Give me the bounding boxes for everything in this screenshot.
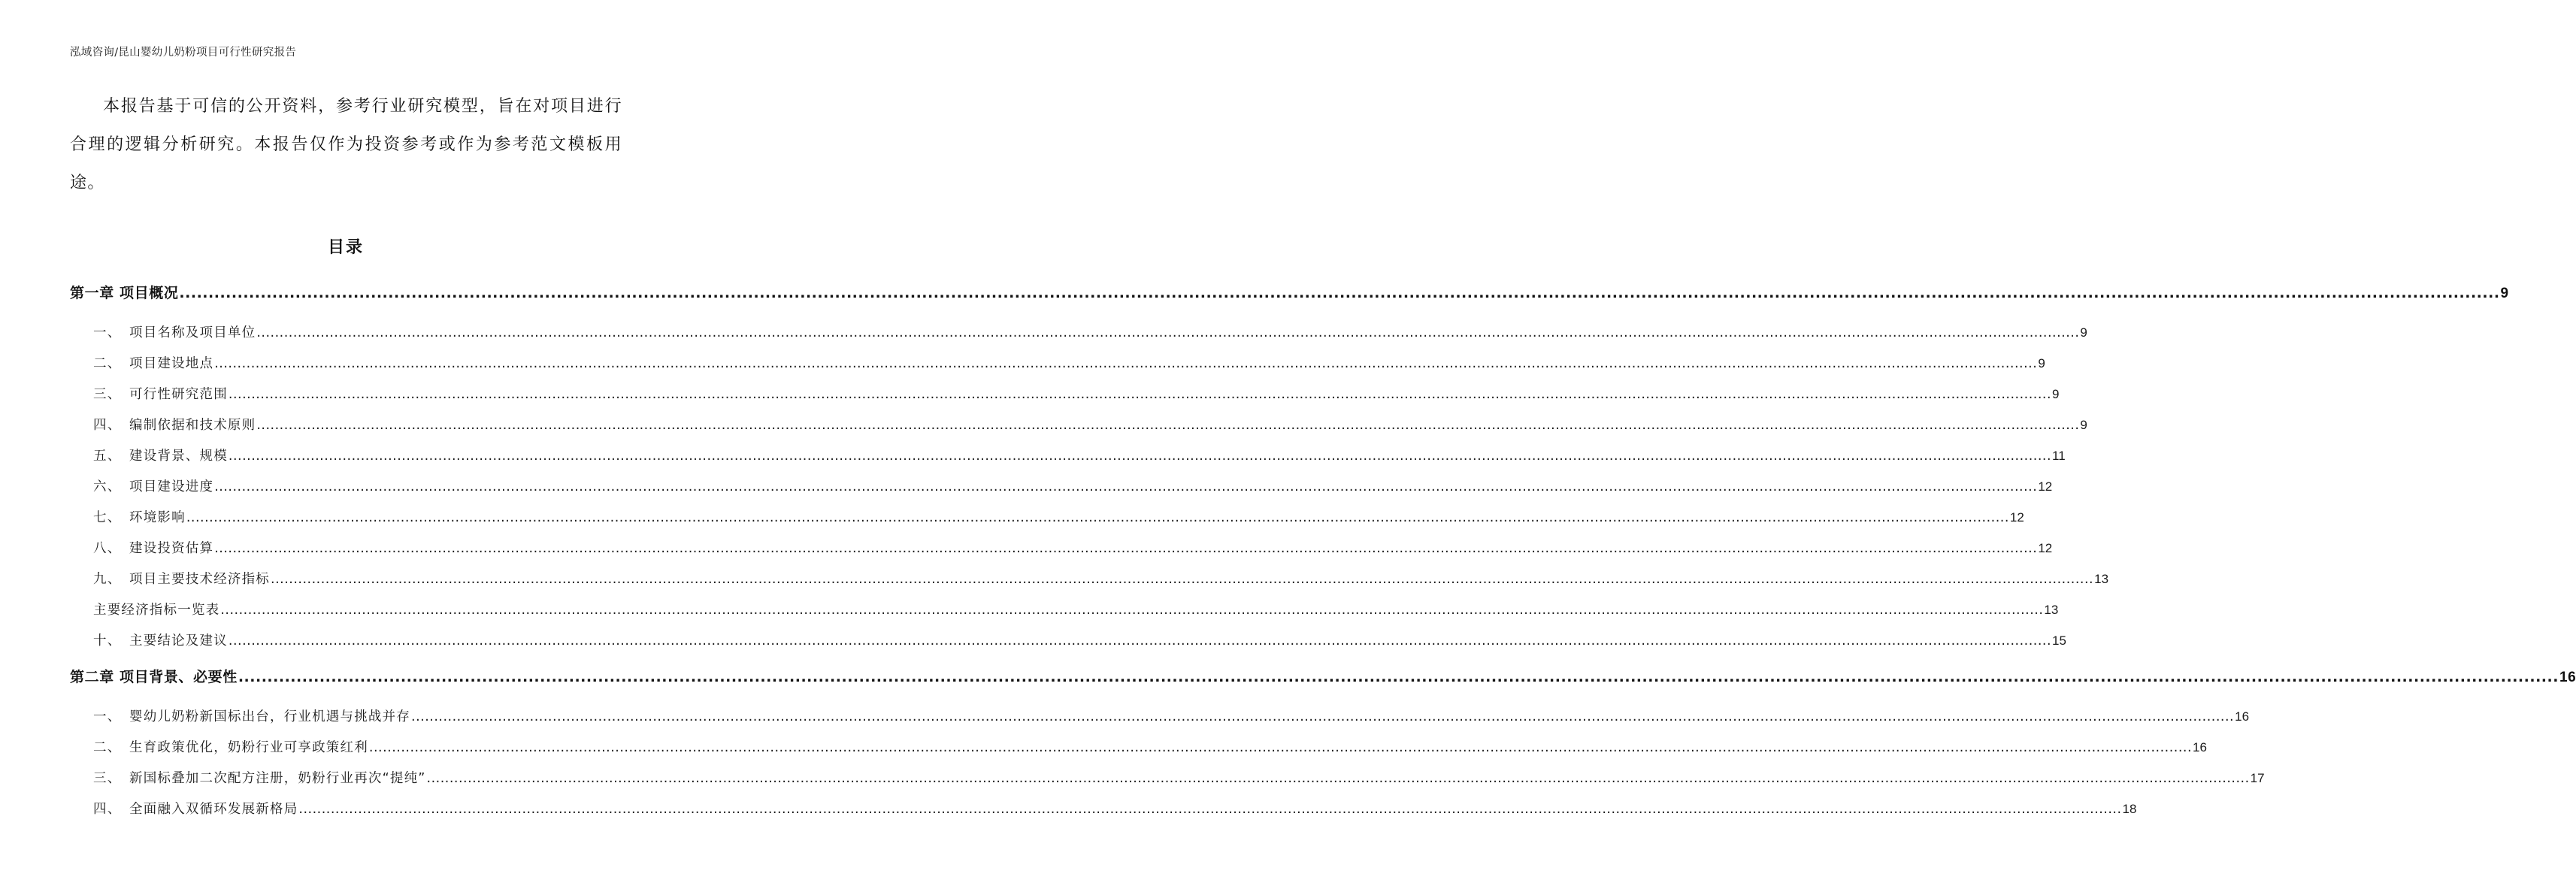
toc-page-number: 9 [2080, 418, 2087, 432]
toc-chapter-2[interactable] [70, 666, 2576, 686]
toc-page-number: 11 [2052, 449, 2066, 463]
leader-dots: ................................................................................................................................................................................................................................................................................................................................................................................................................ [238, 669, 2559, 685]
leader-dots: ................................................................................................................................................................................................................................................................................................................................................................................................................ [179, 285, 2500, 301]
toc-entry-number: 八、 [93, 541, 122, 556]
toc-entry-number: 二、 [93, 740, 122, 755]
leader-dots: ................................................................................................................................................................................................................................................................................................................................................................................................................ [228, 449, 2052, 464]
toc-page-number: 12 [2038, 541, 2053, 555]
toc-entry-title: 项目主要技术经济指标 [129, 572, 270, 587]
toc-page-number: 9 [2038, 356, 2045, 370]
toc-entry-title: 建设背景、规模 [129, 449, 228, 464]
toc-entry-number: 六、 [93, 479, 122, 494]
toc-entry[interactable] [93, 446, 2066, 464]
toc-entry-title: 婴幼儿奶粉新国标出台，行业机遇与挑战并存 [129, 709, 410, 724]
toc-page-number: 13 [2044, 603, 2059, 617]
leader-dots: ................................................................................................................................................................................................................................................................................................................................................................................................................ [228, 633, 2052, 649]
toc-entry-title: 建设投资估算 [129, 541, 214, 556]
toc-entry[interactable] [93, 384, 2060, 403]
toc-entry-number: 一、 [93, 325, 122, 340]
toc-entry-number: 三、 [93, 387, 122, 402]
toc-entry[interactable] [93, 799, 2137, 818]
toc-chapter-label: 第一章 项目概况 [70, 285, 179, 301]
toc-page-number: 16 [2193, 740, 2207, 754]
toc-entry-title: 全面融入双循环发展新格局 [129, 802, 298, 817]
toc-entry[interactable] [93, 353, 2045, 372]
toc-entry-title: 新国标叠加二次配方注册，奶粉行业再次“提纯” [129, 771, 426, 786]
leader-dots: ................................................................................................................................................................................................................................................................................................................................................................................................................ [426, 771, 2250, 786]
toc-chapter-label: 第二章 项目背景、必要性 [70, 669, 238, 685]
toc-entry-number: 一、 [93, 709, 122, 724]
toc-entry-title: 主要经济指标一览表 [93, 603, 220, 618]
leader-dots: ................................................................................................................................................................................................................................................................................................................................................................................................................ [214, 541, 2038, 556]
leader-dots: ................................................................................................................................................................................................................................................................................................................................................................................................................ [186, 510, 2009, 525]
leader-dots: ................................................................................................................................................................................................................................................................................................................................................................................................................ [214, 356, 2038, 371]
toc-entry[interactable] [93, 569, 2109, 588]
toc-entry-title: 项目建设进度 [129, 479, 214, 494]
leader-dots: ................................................................................................................................................................................................................................................................................................................................................................................................................ [220, 603, 2044, 618]
toc-entry-title: 生育政策优化，奶粉行业可享政策红利 [129, 740, 368, 755]
leader-dots: ................................................................................................................................................................................................................................................................................................................................................................................................................ [228, 387, 2052, 402]
leader-dots: ................................................................................................................................................................................................................................................................................................................................................................................................................ [298, 802, 2122, 817]
toc-entry[interactable] [93, 630, 2066, 649]
toc-entry[interactable] [93, 507, 2024, 526]
toc-entry-number: 四、 [93, 418, 122, 433]
toc-title: 目录 [327, 238, 364, 257]
toc-entry-title: 可行性研究范围 [129, 387, 228, 402]
toc-entry[interactable] [93, 538, 2053, 557]
toc-page-number: 16 [2235, 709, 2250, 724]
toc-entry-number: 十、 [93, 633, 122, 649]
toc-entry[interactable] [93, 322, 2087, 341]
toc-page-number: 12 [2009, 510, 2024, 525]
toc-entry-number: 九、 [93, 572, 122, 587]
toc-page-number: 9 [2500, 286, 2509, 301]
leader-dots: ................................................................................................................................................................................................................................................................................................................................................................................................................ [214, 479, 2038, 494]
toc-page-number: 13 [2094, 572, 2109, 586]
toc-entry-title: 编制依据和技术原则 [129, 418, 256, 433]
toc-chapter-1[interactable] [70, 282, 2509, 302]
toc-entry[interactable] [93, 706, 2250, 725]
leader-dots: ................................................................................................................................................................................................................................................................................................................................................................................................................ [411, 709, 2235, 724]
toc-page-number: 9 [2052, 387, 2060, 401]
toc-entry-title: 项目名称及项目单位 [129, 325, 256, 340]
toc-entry-number: 七、 [93, 510, 122, 525]
toc-entry[interactable] [93, 737, 2207, 756]
leader-dots: ................................................................................................................................................................................................................................................................................................................................................................................................................ [271, 572, 2094, 587]
toc-entry-number: 二、 [93, 356, 122, 371]
toc-page-number: 15 [2052, 633, 2066, 648]
toc-entry-number: 四、 [93, 802, 122, 817]
toc-entry[interactable] [93, 476, 2053, 495]
toc-entry-number: 三、 [93, 771, 122, 786]
toc-page-number: 18 [2122, 802, 2137, 816]
toc-page-number: 16 [2559, 670, 2576, 685]
running-header: 泓域咨询/昆山婴幼儿奶粉项目可行性研究报告 [70, 47, 297, 59]
toc-entry-title: 项目建设地点 [129, 356, 214, 371]
toc-entry[interactable] [93, 600, 2059, 618]
toc-entry-title: 主要结论及建议 [129, 633, 228, 649]
toc-entry-title: 环境影响 [129, 510, 186, 525]
leader-dots: ................................................................................................................................................................................................................................................................................................................................................................................................................ [368, 740, 2193, 755]
leader-dots: ................................................................................................................................................................................................................................................................................................................................................................................................................ [256, 325, 2080, 340]
leader-dots: ................................................................................................................................................................................................................................................................................................................................................................................................................ [256, 418, 2080, 433]
toc-entry-number: 五、 [93, 449, 122, 464]
toc-entry[interactable] [93, 768, 2265, 787]
toc-page-number: 9 [2080, 325, 2087, 340]
disclaimer-paragraph: 本报告基于可信的公开资料，参考行业研究模型，旨在对项目进行合理的逻辑分析研究。本报告仅作为投资参考或作为参考范文模板用途。 [70, 97, 622, 192]
toc-page-number: 17 [2250, 771, 2265, 785]
toc-entry[interactable] [93, 415, 2087, 434]
toc-page-number: 12 [2038, 479, 2053, 494]
